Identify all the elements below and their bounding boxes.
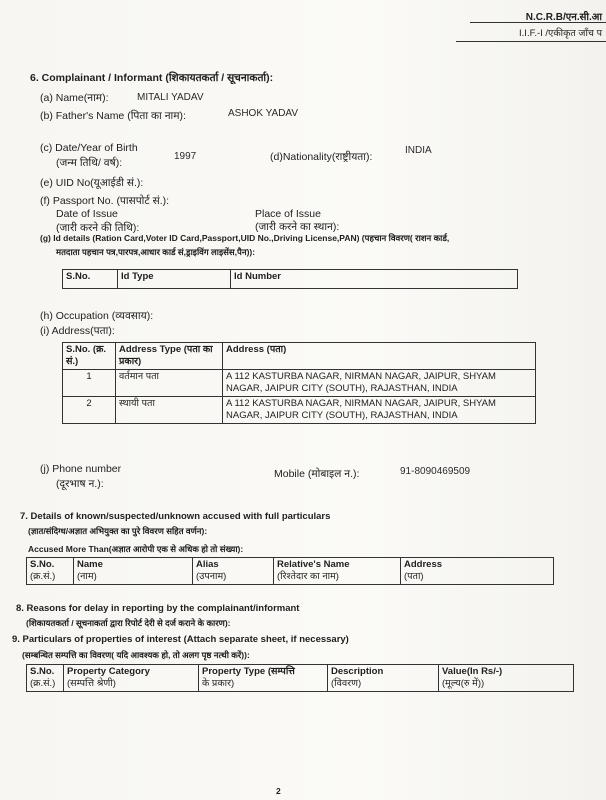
table-header-cell: Id Type <box>118 270 231 289</box>
address-text <box>223 397 536 424</box>
table-header-cell: S.No. <box>63 270 118 289</box>
place-of-issue-label: Place of Issue <box>255 208 321 220</box>
header-line: Name <box>77 559 103 570</box>
header-line: (क्र.सं.) <box>30 571 56 582</box>
address-table <box>62 342 536 424</box>
nationality-label: (d)Nationality(राष्ट्रीयता): <box>270 151 373 163</box>
section-6-title: 6. Complainant / Informant (शिकायतकर्ता / सूचनाकर्ता): <box>30 72 274 84</box>
table-header-cell <box>74 558 193 585</box>
place-of-issue-hindi: (जारी करने का स्थान): <box>255 221 340 233</box>
phone-label-hindi: (दूरभाष न.): <box>56 478 104 490</box>
id-details-label: (g) Id details (Ration Card,Voter ID Card,Passport,UID No.,Driving License,PAN) (पहचान विवरण( राशन कार्ड, <box>40 233 450 243</box>
table-header-cell <box>64 665 199 692</box>
address-line-2: NAGAR, JAIPUR CITY (SOUTH), RAJASTHAN, INDIA <box>226 383 458 394</box>
header-line: (रिश्तेदार का नाम) <box>277 571 339 582</box>
table-header-cell <box>439 665 574 692</box>
section-7-title: 7. Details of known/suspected/unknown accused with full particulars <box>20 511 331 522</box>
section-8-title: 8. Reasons for delay in reporting by the complainant/informant <box>16 603 300 614</box>
address-line-2: NAGAR, JAIPUR CITY (SOUTH), RAJASTHAN, INDIA <box>226 410 458 421</box>
passport-label: (f) Passport No. (पासपोर्ट सं.): <box>40 195 170 207</box>
address-type: वर्तमान पता <box>116 370 223 397</box>
header-line: S.No. <box>30 666 55 677</box>
table-header-cell: S.No. (क्र. सं.) <box>63 343 116 370</box>
address-label: (i) Address(पता): <box>40 325 115 337</box>
name-label: (a) Name(नाम): <box>40 92 109 104</box>
id-details-label-2: मतदाता पहचान पत्र,पारपत्र,आधार कार्ड सं,ड्राइविंग लाइसेंस,पैन)): <box>56 247 256 257</box>
mobile-label: Mobile (मोबाइल न.): <box>274 468 360 480</box>
table-header-row <box>63 270 518 289</box>
header-divider <box>470 22 606 23</box>
header-line: Address <box>404 559 443 570</box>
accused-table <box>26 557 554 585</box>
table-header-cell <box>401 558 554 585</box>
address-text <box>223 370 536 397</box>
dob-label: (c) Date/Year of Birth <box>40 142 138 154</box>
section-7-title-hindi: (ज्ञात/संदिग्ध/अज्ञात अभियुक्त का पुरे विवरण सहित वर्णन): <box>28 526 208 536</box>
table-header-row <box>27 665 574 692</box>
accused-more-label: Accused More Than(अज्ञात आरोपी एक से अधिक हो तो संख्या): <box>28 544 244 554</box>
table-header-cell <box>328 665 439 692</box>
header-line: (सम्पत्ति श्रेणी) <box>67 678 116 689</box>
table-header-row <box>63 343 536 370</box>
phone-label: (j) Phone number <box>40 463 122 475</box>
dob-label-hindi: (जन्म तिथि/ वर्ष): <box>56 157 123 169</box>
header-line: Value(In Rs/-) <box>442 666 503 677</box>
address-line-1: A 112 KASTURBA NAGAR, NIRMAN NAGAR, JAIPUR, SHYAM <box>226 398 496 409</box>
table-header-row <box>27 558 554 585</box>
section-9-title-hindi: (सम्बन्धित सम्पत्ति का विवरण( यदि आवश्यक हो, तो अलग पृष्ठ नत्थी करें)): <box>22 650 250 660</box>
header-line: (मूल्य(रु में)) <box>442 678 485 689</box>
header-line: (नाम) <box>77 571 97 582</box>
header-line-1: N.C.R.B/एन.सी.आ <box>525 12 602 23</box>
id-details-table <box>62 269 518 289</box>
father-name-value: ASHOK YADAV <box>228 108 299 119</box>
header-line: (पता) <box>404 571 424 582</box>
table-header-cell <box>274 558 401 585</box>
address-line-1: A 112 KASTURBA NAGAR, NIRMAN NAGAR, JAIPUR, SHYAM <box>226 371 496 382</box>
header-line: Description <box>331 666 384 677</box>
address-sno: 2 <box>63 397 116 424</box>
header-line: Property Type (सम्पत्ति <box>202 666 295 677</box>
table-header-cell: Address Type (पता का प्रकार) <box>116 343 223 370</box>
name-value: MITALI YADAV <box>137 92 204 103</box>
header-line: (विवरण) <box>331 678 362 689</box>
header-line: S.No. <box>30 559 55 570</box>
header-line: Property Category <box>67 666 150 677</box>
table-header-cell: Address (पता) <box>223 343 536 370</box>
uid-label: (e) UID No(यूआईडी सं.): <box>40 177 144 189</box>
header-line: के प्रकार) <box>202 678 235 689</box>
header-line: Relative's Name <box>277 559 350 570</box>
date-of-issue-label: Date of Issue <box>56 208 118 220</box>
header-line-2: I.I.F.-I /एकीकृत जाँच प <box>519 28 602 39</box>
header-line: (क्र.सं.) <box>30 678 56 689</box>
table-header-cell <box>199 665 328 692</box>
date-of-issue-hindi: (जारी करने की तिथि): <box>56 222 140 234</box>
occupation-label: (h) Occupation (व्यवसाय): <box>40 310 154 322</box>
table-header-cell <box>27 665 64 692</box>
table-header-cell: Id Number <box>231 270 518 289</box>
table-row <box>63 397 536 424</box>
mobile-value: 91-8090469509 <box>400 466 471 477</box>
address-sno: 1 <box>63 370 116 397</box>
header-divider-2 <box>456 41 606 42</box>
father-name-label: (b) Father's Name (पिता का नाम): <box>40 110 186 122</box>
address-type: स्थायी पता <box>116 397 223 424</box>
header-line: (उपनाम) <box>196 571 227 582</box>
nationality-value: INDIA <box>405 145 432 156</box>
section-9-title: 9. Particulars of properties of interest (Attach separate sheet, if necessary) <box>12 634 349 645</box>
section-8-title-hindi: (शिकायतकर्ता / सूचनाकर्ता द्वारा रिपोर्ट देरी से दर्ज कराने के कारण): <box>26 618 231 628</box>
table-header-cell <box>193 558 274 585</box>
header-line: Alias <box>196 559 219 570</box>
page-number: 2 <box>276 786 281 796</box>
table-header-cell <box>27 558 74 585</box>
dob-value: 1997 <box>174 151 197 162</box>
table-row <box>63 370 536 397</box>
property-table <box>26 664 574 692</box>
